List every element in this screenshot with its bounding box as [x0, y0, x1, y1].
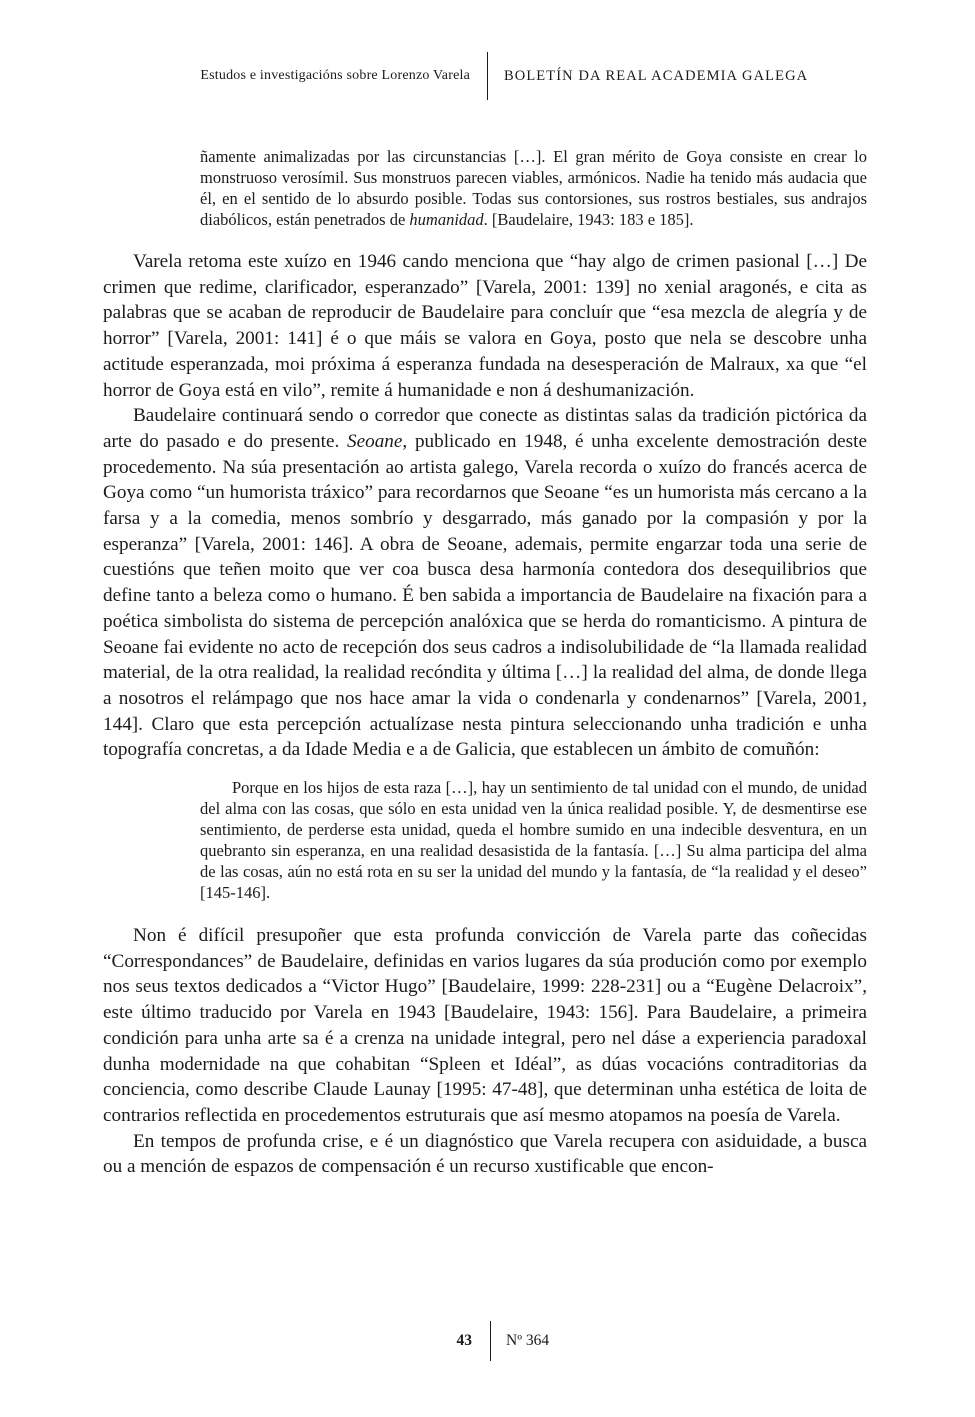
issue-number: Nº 364: [506, 1332, 550, 1349]
block-quote-hijos-de-esta-raza: Porque en los hijos de esta raza […], hay un sentimiento de tal unidad con el mundo, de unidad del alma con las cosas, que sólo en esta unidad ven la única realidad posible. Y, de desmentirse ese sentimiento, de perderse esta unidad, queda el hombre sumido en una indecible desventura, en un quebranto sin esperanza, en una realidad desasistida de la fantasía. […] Su alma participa del alma de las cosas, aún no está rota en su ser la unidad del mundo y la fantasía, de “la realidad y el deseo” [145-146].: [200, 778, 867, 903]
paragraph-tempos-de-crise: En tempos de profunda crise, e é un diagnóstico que Varela recupera con asiduidade, a busca ou a mención de espazos de compensación é un recurso xustificable que encon-: [103, 1130, 867, 1178]
page-number: 43: [456, 1332, 472, 1349]
paragraph-varela-1946: Varela retoma este xuízo en 1946 cando menciona que “hay algo de crimen pasional […] De crimen que redime, clarificador, esperanzado” [Varela, 2001: 139] no xenial aragonés, e cita as palabras que se acaban de reproducir de Baudelaire para concluír que “esa mezcla de alegría y de horror” [Varela, 2001: 141] é o que máis se valora en Goya, posto que nela se descobre unha actitude esperanzada, moi próxima á esperanza fundada na desesperación de Malraux, xa que “el horror de Goya está en vilo”, remite á humanidade e non á deshumanización.: [103, 251, 867, 401]
page-footer: [0, 1320, 975, 1362]
running-head-article-title: Estudos e investigacións sobre Lorenzo Varela: [200, 68, 470, 83]
article-body: [103, 146, 867, 1180]
block-quote-baudelaire-goya: ñamente animalizadas por las circunstancias […]. El gran mérito de Goya consiste en crear lo monstruoso verosímil. Sus monstruos parecen viables, armónicos. Nadie ha tenido más audacia que él, en el sentido de lo absurdo posible. Todas sus contorsiones, sus rostros bestiales, sus andrajos diabólicos, están penetrados de humanidad. [Baudelaire, 1943: 183 e 185].: [200, 147, 867, 229]
paragraph-baudelaire-seoane: Baudelaire continuará sendo o corredor que conecte as distintas salas da tradición pictórica da arte do pasado e do presente. Seoane, publicado en 1948, é unha excelente demostración deste procedemento. Na súa presentación ao artista galego, Varela recorda o xuízo do francés acerca de Goya como “un humorista tráxico” para recordarnos que Seoane “es un humorista más cercano a la farsa y a la comedia, menos sombrío y desgarrado, más ganado por la compasión y por la esperanza” [Varela, 2001: 146]. A obra de Seoane, ademais, permite engarzar toda una serie de cuestións que teñen moito que ver coa busca desa harmonía contedora dos desequilibrios que define tanto a beleza como o humano. É ben sabida a importancia de Baudelaire na fixación para a poética simbolista do sistema de percepción analóxica que se herda do romanticismo. A pintura de Seoane fai evidente no acto de recepción dos seus cadros a indisolubilidade de “la llamada realidad material, de la otra realidad, la realidad recóndita y última […] la realidad del alma, de donde llega a nosotros el relámpago que nos hace amar la vida o condenarla y condenarnos” [Varela, 2001, 144]. Claro que esta percepción actualízase nesta pintura seleccionando unha tradición e unha topografía concretas, a da Idade Media e a de Galicia, que establecen un ámbito de comuñón:: [103, 405, 867, 761]
paragraph-correspondances: Non é difícil presupoñer que esta profunda convicción de Varela parte das coñecidas “Correspondances” de Baudelaire, definidas en varios lugares da súa produción como por exemplo nos seus textos dedicados a “Victor Hugo” [Baudelaire, 1999: 228-231] ou a “Eugène Delacroix”, este último traducido por Varela en 1943 [Baudelaire, 1943: 156]. Para Baudelaire, a primeira condición para unha arte sa é a crenza na unidade integral, pero nel dáse a experiencia paradoxal dunha modernidade na que cohabitan “Spleen et Idéal”, as dúas vocacións contraditorias da conciencia, como describe Claude Launay [1995: 47-48], que determinan unha estética de loita de contrarios reflectida en procedementos estruturais que así mesmo atopamos na poesía de Varela.: [103, 925, 867, 1126]
running-head: [0, 52, 975, 100]
running-head-journal-title: BOLETÍN DA REAL ACADEMIA GALEGA: [504, 67, 809, 84]
